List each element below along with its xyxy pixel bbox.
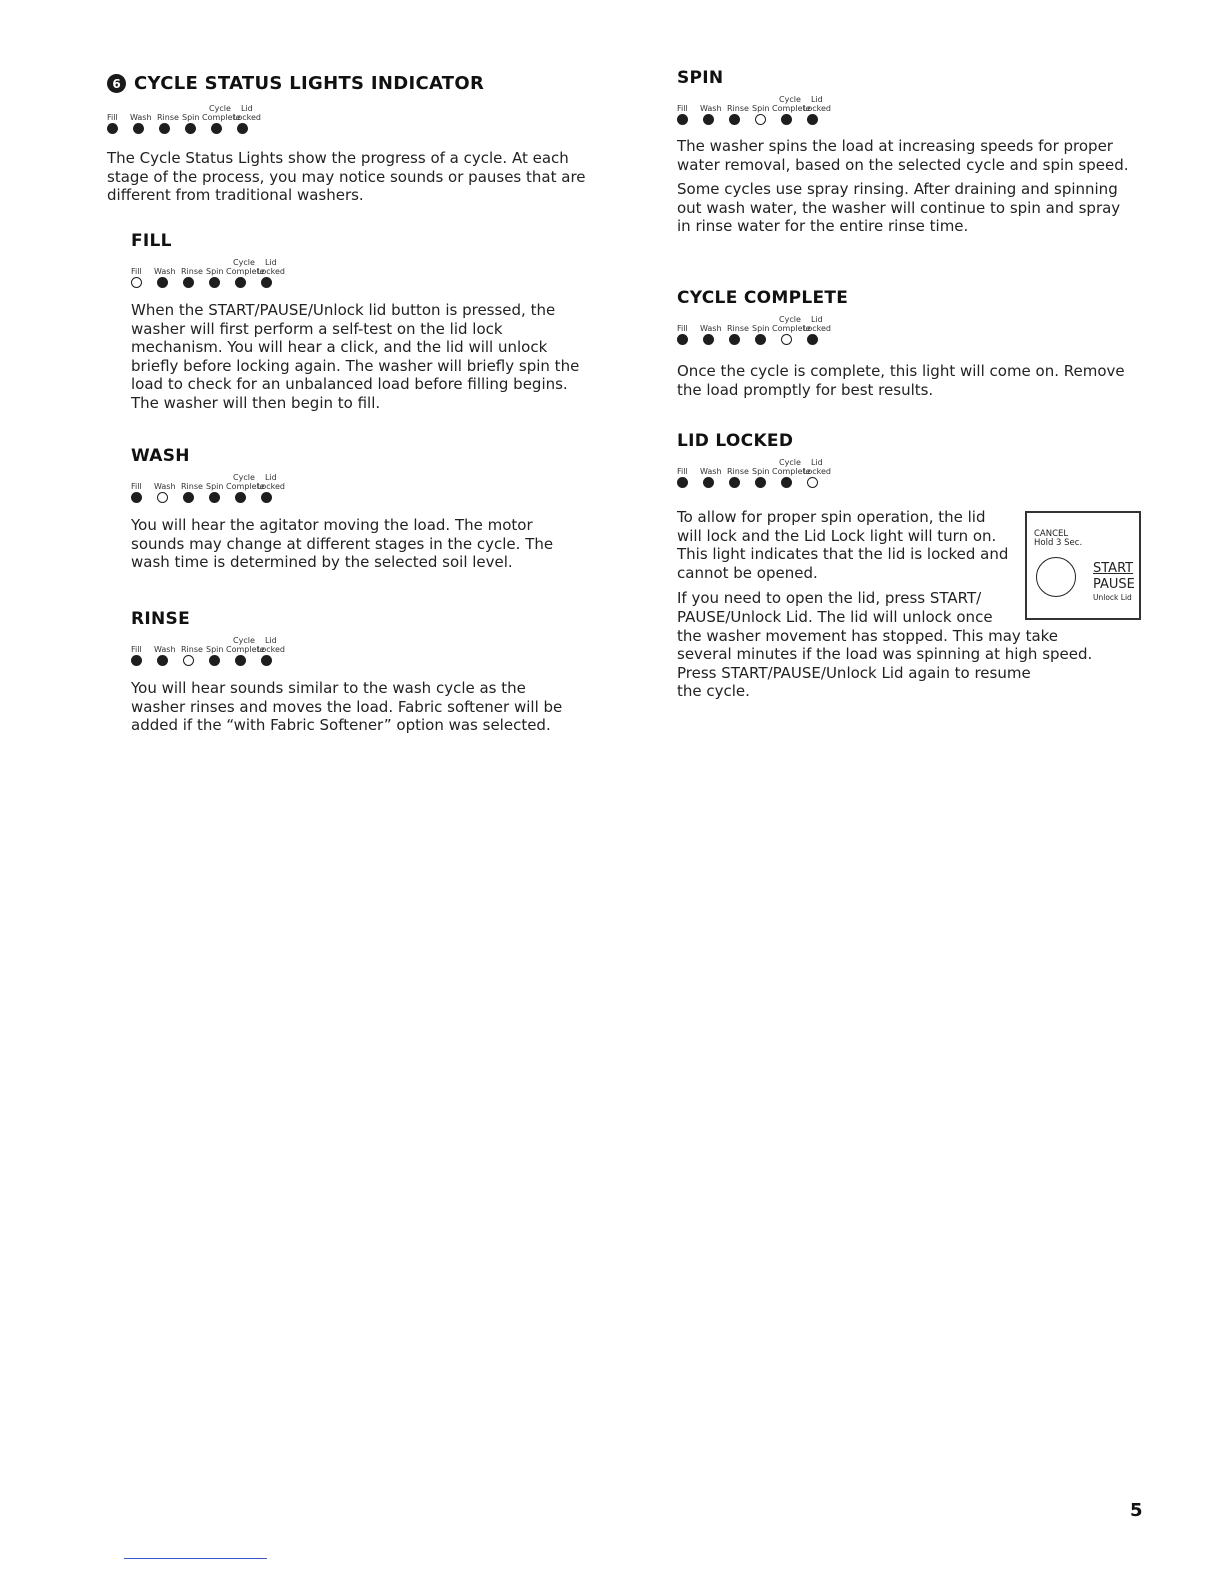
lid-locked-line: the washer movement has stopped. This may take — [677, 626, 1059, 645]
status-light-dot — [703, 114, 714, 125]
indicator-label-spin: Spin — [206, 482, 224, 491]
indicator-label-fill: Fill — [107, 113, 118, 122]
lid-locked-line: cannot be opened. — [677, 563, 818, 582]
indicator-label-lid-top: Lid — [265, 258, 277, 267]
status-light-dot — [159, 123, 170, 134]
wash-text: You will hear the agitator moving the load. The motor sounds may change at different stages in the cycle. The wash time is determined by the selected soil level. — [131, 516, 554, 572]
start-button-icon — [1036, 557, 1076, 597]
section-number-badge: 6 — [107, 74, 126, 93]
indicator-label-cycle-bottom: Complete — [226, 482, 265, 491]
fill-title: FILL — [131, 231, 172, 251]
status-light-dot — [703, 334, 714, 345]
indicator-label-wash: Wash — [700, 324, 722, 333]
status-light-dot — [677, 114, 688, 125]
pause-label: PAUSE — [1093, 577, 1135, 592]
main-heading — [107, 73, 484, 94]
status-light-dot — [807, 114, 818, 125]
indicator-label-lid-bottom: Locked — [257, 267, 285, 276]
indicator-label-cycle-bottom: Complete — [772, 467, 811, 476]
status-light-dot — [183, 277, 194, 288]
indicator-label-lid-bottom: Locked — [233, 113, 261, 122]
wash-title: WASH — [131, 446, 190, 466]
status-light-dot — [677, 334, 688, 345]
status-lights-cycle-complete — [677, 313, 897, 349]
indicator-label-spin: Spin — [182, 113, 200, 122]
status-light-dot — [131, 655, 142, 666]
lid-locked-line: PAUSE/Unlock Lid. The lid will unlock once — [677, 607, 993, 626]
status-light-dot — [729, 477, 740, 488]
page-number: 5 — [1130, 1500, 1143, 1521]
indicator-label-cycle-top: Cycle — [233, 473, 255, 482]
indicator-label-lid-bottom: Locked — [257, 645, 285, 654]
indicator-label-spin: Spin — [752, 467, 770, 476]
lid-locked-line: Press START/PAUSE/Unlock Lid again to resume — [677, 663, 1031, 682]
rinse-title: RINSE — [131, 609, 190, 629]
indicator-label-rinse: Rinse — [181, 482, 203, 491]
cycle-complete-title: CYCLE COMPLETE — [677, 288, 849, 308]
indicator-label-cycle-bottom: Complete — [772, 104, 811, 113]
indicator-label-cycle-top: Cycle — [233, 258, 255, 267]
indicator-label-wash: Wash — [700, 467, 722, 476]
status-light-dot — [211, 123, 222, 134]
start-pause-panel-illustration — [1025, 511, 1141, 620]
indicator-label-lid-top: Lid — [811, 315, 823, 324]
status-light-dot — [107, 123, 118, 134]
indicator-label-rinse: Rinse — [157, 113, 179, 122]
indicator-label-rinse: Rinse — [181, 267, 203, 276]
status-light-dot — [185, 123, 196, 134]
status-light-dot — [755, 114, 766, 125]
status-light-dot — [261, 492, 272, 503]
status-light-dot — [729, 114, 740, 125]
spin-text-2: Some cycles use spray rinsing. After draining and spinning out wash water, the washer will continue to spin and spray in rinse water for the entire rinse time. — [677, 180, 1121, 236]
spin-section — [677, 68, 1147, 236]
indicator-label-wash: Wash — [154, 267, 176, 276]
indicator-label-lid-bottom: Locked — [803, 467, 831, 476]
indicator-label-cycle-top: Cycle — [779, 95, 801, 104]
indicator-label-lid-bottom: Locked — [803, 104, 831, 113]
indicator-label-cycle-bottom: Complete — [772, 324, 811, 333]
status-light-dot — [157, 655, 168, 666]
indicator-label-wash: Wash — [700, 104, 722, 113]
indicator-label-cycle-bottom: Complete — [202, 113, 241, 122]
main-title: CYCLE STATUS LIGHTS INDICATOR — [134, 73, 485, 94]
cancel-label — [1034, 530, 1082, 548]
fill-section — [131, 231, 597, 413]
status-light-dot — [807, 334, 818, 345]
indicator-label-cycle-top: Cycle — [233, 636, 255, 645]
status-light-dot — [781, 334, 792, 345]
intro-text: The Cycle Status Lights show the progress of a cycle. At each stage of the process, you may notice sounds or pauses that are different from traditional washers. — [107, 149, 586, 205]
hold-text: Hold 3 Sec. — [1034, 538, 1083, 548]
spin-title: SPIN — [677, 68, 724, 88]
status-lights-lid-locked — [677, 456, 897, 492]
indicator-label-lid-top: Lid — [811, 458, 823, 467]
indicator-label-lid-top: Lid — [265, 636, 277, 645]
status-light-dot — [261, 655, 272, 666]
indicator-label-wash: Wash — [154, 482, 176, 491]
indicator-label-fill: Fill — [131, 267, 142, 276]
status-light-dot — [235, 277, 246, 288]
indicator-label-rinse: Rinse — [727, 467, 749, 476]
fill-text: When the START/PAUSE/Unlock lid button is pressed, the washer will first perform a self-test on the lid lock mechanism. You will hear a click, and the lid will unlock briefly before locking again. The washer will briefly spin the load to check for an unbalanced load before filling begins. The washer will then begin to fill. — [131, 301, 580, 412]
indicator-label-lid-bottom: Locked — [803, 324, 831, 333]
status-light-dot — [235, 492, 246, 503]
indicator-label-spin: Spin — [206, 645, 224, 654]
indicator-label-cycle-top: Cycle — [779, 315, 801, 324]
indicator-label-spin: Spin — [752, 324, 770, 333]
indicator-label-wash: Wash — [130, 113, 152, 122]
status-light-dot — [157, 277, 168, 288]
status-lights-main — [107, 102, 327, 138]
status-lights-rinse — [131, 634, 351, 670]
cycle-complete-text: Once the cycle is complete, this light will come on. Remove the load promptly for best results. — [677, 362, 1125, 399]
indicator-label-fill: Fill — [677, 324, 688, 333]
lid-locked-line: will lock and the Lid Lock light will turn on. — [677, 526, 997, 545]
rinse-section — [131, 609, 597, 735]
unlock-label: Unlock Lid — [1093, 593, 1132, 602]
status-light-dot — [729, 334, 740, 345]
status-light-dot — [703, 477, 714, 488]
status-light-dot — [183, 492, 194, 503]
status-light-dot — [755, 477, 766, 488]
indicator-label-cycle-top: Cycle — [209, 104, 231, 113]
status-lights-wash — [131, 471, 351, 507]
status-light-dot — [261, 277, 272, 288]
lid-locked-line: several minutes if the load was spinning at high speed. — [677, 645, 1093, 664]
status-light-dot — [209, 655, 220, 666]
status-light-dot — [807, 477, 818, 488]
cycle-complete-section — [677, 288, 1147, 399]
status-light-dot — [209, 492, 220, 503]
indicator-label-rinse: Rinse — [727, 104, 749, 113]
indicator-label-fill: Fill — [677, 104, 688, 113]
lid-locked-line: This light indicates that the lid is locked and — [677, 545, 1009, 564]
status-light-dot — [235, 655, 246, 666]
indicator-label-cycle-top: Cycle — [779, 458, 801, 467]
indicator-label-lid-top: Lid — [265, 473, 277, 482]
wash-section — [131, 446, 597, 572]
indicator-label-lid-top: Lid — [811, 95, 823, 104]
status-light-dot — [183, 655, 194, 666]
indicator-label-rinse: Rinse — [181, 645, 203, 654]
lid-locked-line: To allow for proper spin operation, the lid — [677, 508, 986, 526]
lid-locked-line: the cycle. — [677, 682, 750, 701]
status-light-dot — [209, 277, 220, 288]
lid-locked-title: LID LOCKED — [677, 431, 794, 451]
start-label: START — [1093, 561, 1134, 576]
status-light-dot — [781, 114, 792, 125]
indicator-label-fill: Fill — [131, 482, 142, 491]
indicator-label-spin: Spin — [206, 267, 224, 276]
spin-text: The washer spins the load at increasing speeds for proper water removal, based on the selected cycle and spin speed. — [677, 137, 1129, 174]
indicator-label-fill: Fill — [677, 467, 688, 476]
indicator-label-lid-bottom: Locked — [257, 482, 285, 491]
status-lights-fill — [131, 256, 351, 292]
indicator-label-spin: Spin — [752, 104, 770, 113]
status-light-dot — [237, 123, 248, 134]
cancel-text: CANCEL — [1034, 529, 1069, 539]
footer-link-underline — [124, 1558, 267, 1559]
indicator-label-cycle-bottom: Complete — [226, 267, 265, 276]
indicator-label-lid-top: Lid — [241, 104, 253, 113]
indicator-label-rinse: Rinse — [727, 324, 749, 333]
indicator-label-wash: Wash — [154, 645, 176, 654]
indicator-label-fill: Fill — [131, 645, 142, 654]
status-light-dot — [157, 492, 168, 503]
status-lights-spin — [677, 93, 897, 129]
rinse-text: You will hear sounds similar to the wash cycle as the washer rinses and moves the load. Fabric softener will be added if the “with Fabric Softener” option was selected. — [131, 679, 563, 735]
status-light-dot — [677, 477, 688, 488]
status-light-dot — [755, 334, 766, 345]
status-light-dot — [133, 123, 144, 134]
status-light-dot — [131, 492, 142, 503]
status-light-dot — [131, 277, 142, 288]
lid-locked-line: If you need to open the lid, press START/ — [677, 589, 982, 608]
indicator-label-cycle-bottom: Complete — [226, 645, 265, 654]
status-light-dot — [781, 477, 792, 488]
